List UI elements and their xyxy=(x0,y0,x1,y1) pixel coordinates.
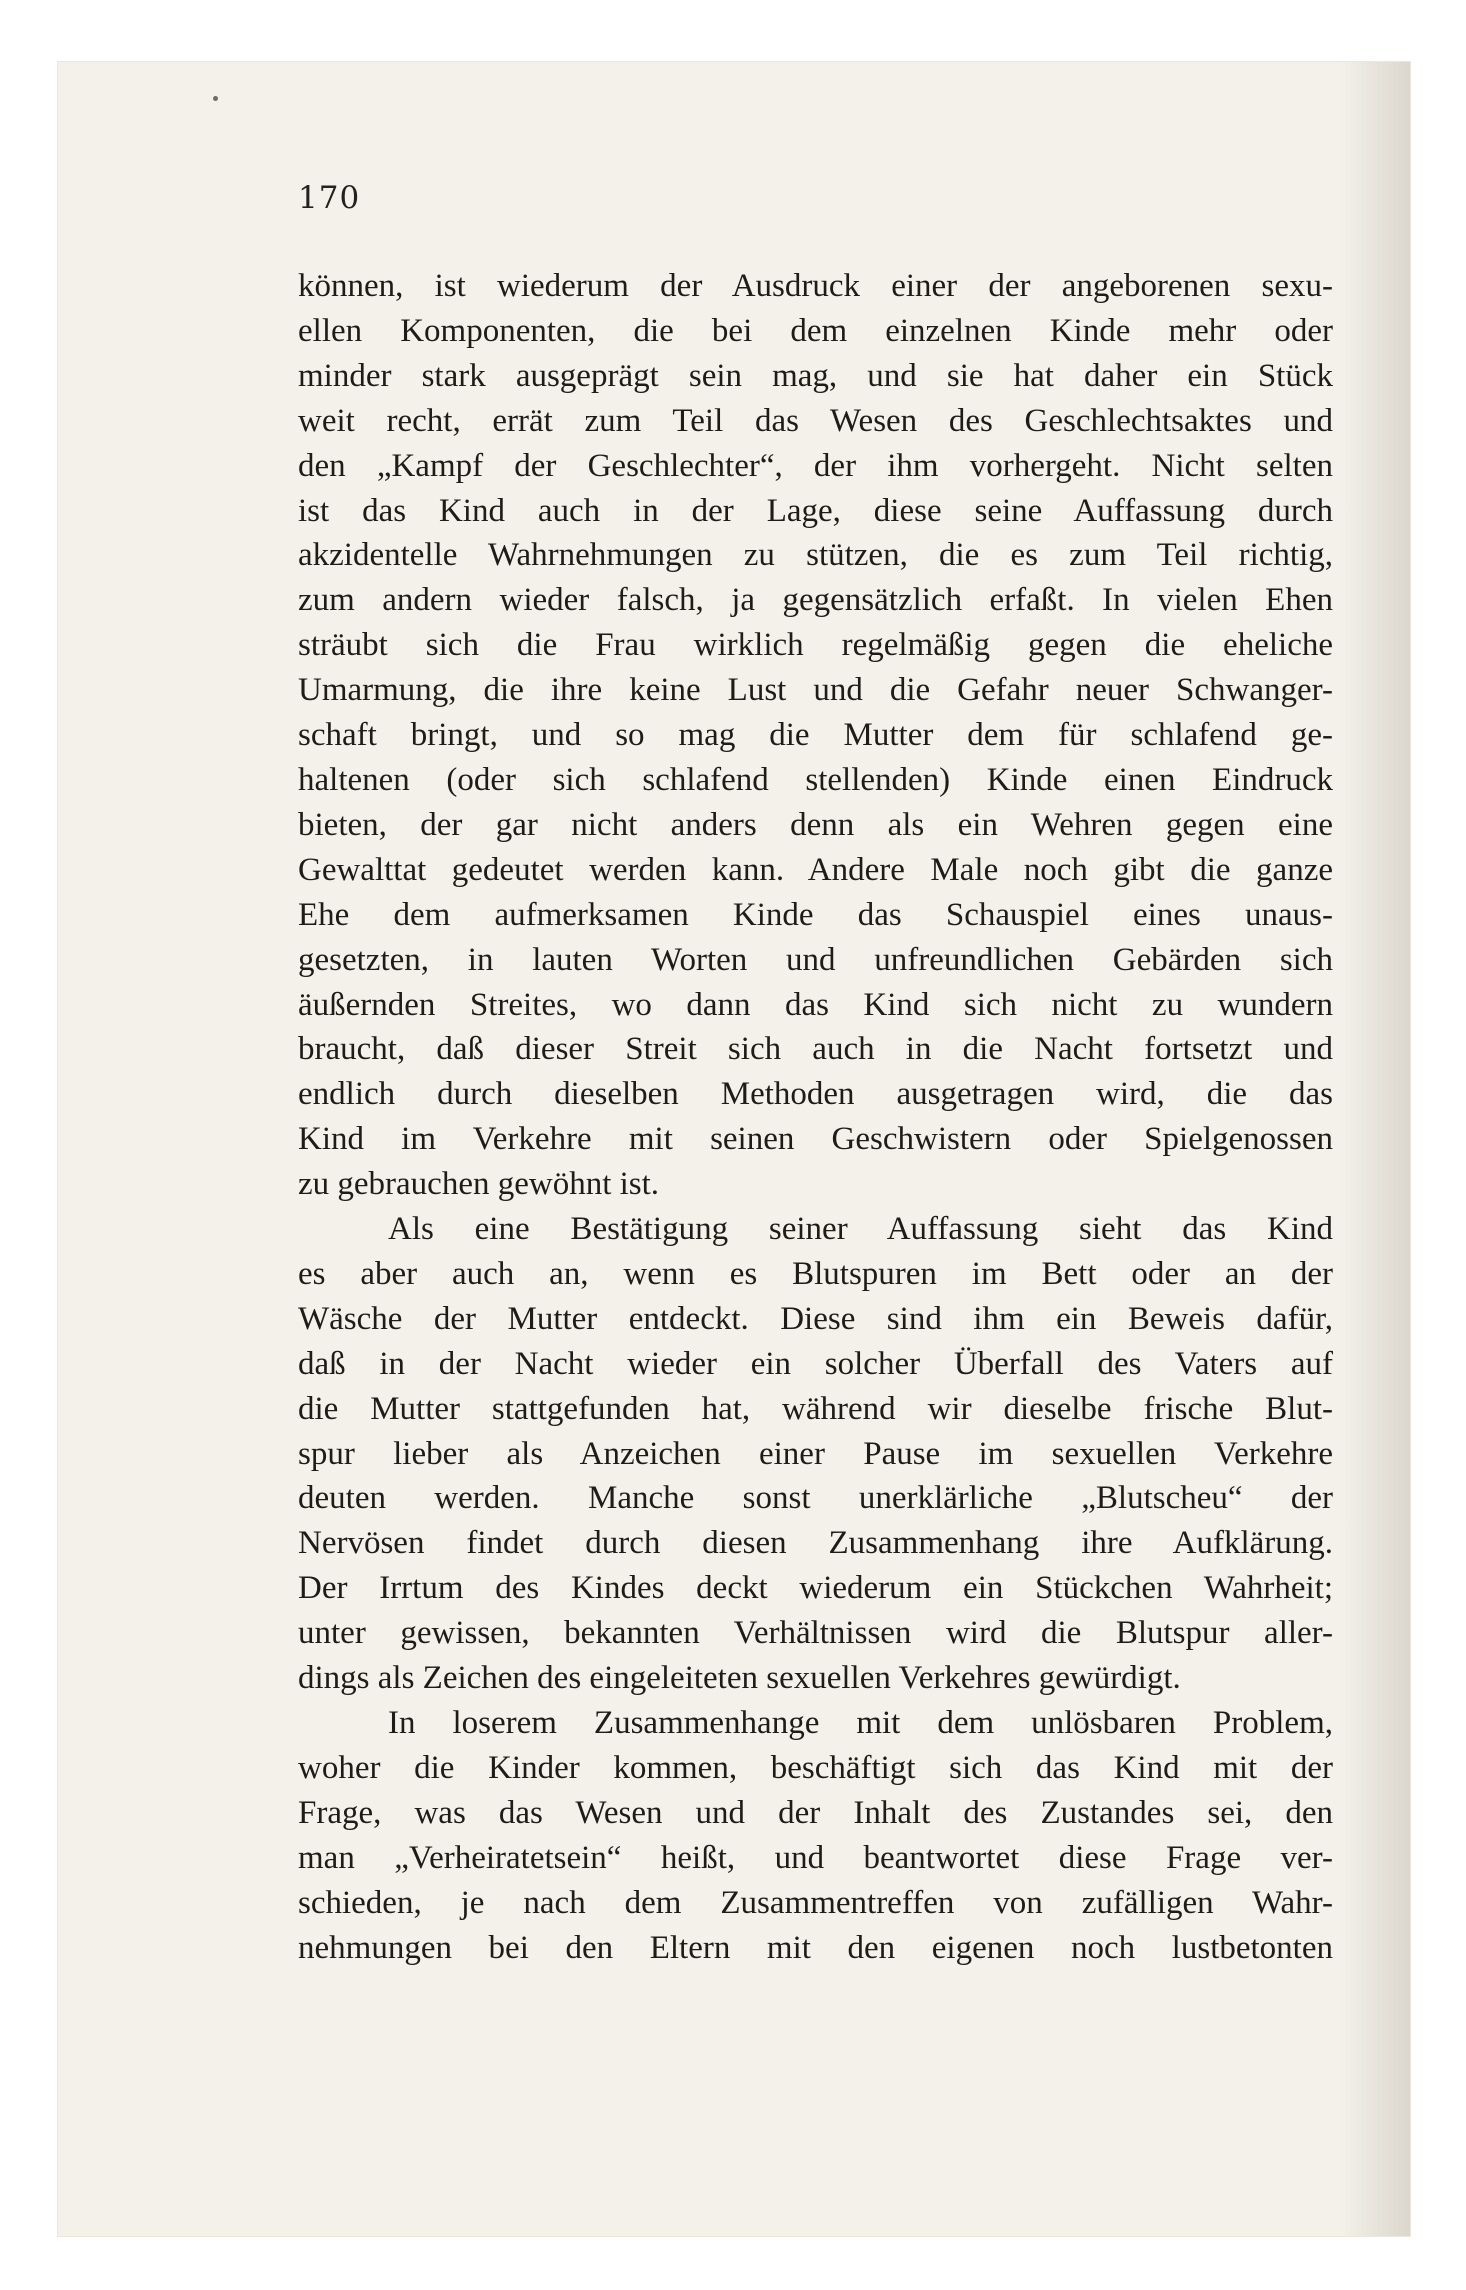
text-line: In loserem Zusammenhange mit dem unlösbaren Problem, xyxy=(388,1705,1333,1741)
text-line: es aber auch an, wenn es Blutspuren im Bett oder an der xyxy=(298,1255,1333,1292)
text-line: braucht, daß dieser Streit sich auch in die Nacht fortsetzt und xyxy=(298,1031,1333,1068)
text-line: können, ist wiederum der Ausdruck einer der angeborenen sexu- xyxy=(298,268,1333,304)
text-line: Wäsche der Mutter entdeckt. Diese sind ihm ein Beweis dafür, xyxy=(298,1300,1333,1337)
text-line: Als eine Bestätigung seiner Auffassung sieht das Kind xyxy=(388,1211,1333,1248)
text-line: dings als Zeichen des eingeleiteten sexuellen Verkehres gewürdigt. xyxy=(298,1660,1181,1697)
page-number: 170 xyxy=(298,180,361,216)
text-line: spur lieber als Anzeichen einer Pause im sexuellen Verkehre xyxy=(298,1435,1333,1472)
text-line: ist das Kind auch in der Lage, diese seine Auffassung durch xyxy=(298,492,1333,529)
text-line: Kind im Verkehre mit seinen Geschwistern oder Spielgenossen xyxy=(298,1121,1333,1158)
body-text xyxy=(298,264,1333,1970)
text-line: endlich durch dieselben Methoden ausgetragen wird, die das xyxy=(298,1076,1333,1113)
text-line: zum andern wieder falsch, ja gegensätzlich erfaßt. In vielen Ehen xyxy=(298,582,1333,619)
text-line: gesetzten, in lauten Worten und unfreundlichen Gebärden sich xyxy=(298,941,1333,978)
text-line: Frage, was das Wesen und der Inhalt des Zustandes sei, den xyxy=(298,1794,1333,1831)
text-line: man „Verheiratetsein“ heißt, und beantwortet diese Frage ver- xyxy=(298,1839,1333,1876)
text-line: Ehe dem aufmerksamen Kinde das Schauspiel eines unaus- xyxy=(298,896,1333,933)
text-line: zu gebrauchen gewöhnt ist. xyxy=(298,1166,660,1203)
text-line: woher die Kinder kommen, beschäftigt sich das Kind mit der xyxy=(298,1749,1333,1786)
text-line: äußernden Streites, wo dann das Kind sich nicht zu wundern xyxy=(298,986,1333,1023)
text-line: bieten, der gar nicht anders denn als ein Wehren gegen eine xyxy=(298,806,1333,843)
text-line: schieden, je nach dem Zusammentreffen von zufälligen Wahr- xyxy=(298,1884,1333,1921)
text-line: haltenen (oder sich schlafend stellenden) Kinde einen Eindruck xyxy=(298,761,1333,798)
text-line: akzidentelle Wahrnehmungen zu stützen, die es zum Teil richtig, xyxy=(298,537,1333,574)
text-line: Nervösen findet durch diesen Zusammenhang ihre Aufklärung. xyxy=(298,1525,1333,1562)
text-line: weit recht, errät zum Teil das Wesen des Geschlechtsaktes und xyxy=(298,402,1333,439)
dust-speck xyxy=(213,96,218,101)
text-line: unter gewissen, bekannten Verhältnissen wird die Blutspur aller- xyxy=(298,1615,1333,1652)
text-line: nehmungen bei den Eltern mit den eigenen noch lustbetonten xyxy=(298,1929,1333,1966)
text-line: Gewalttat gedeutet werden kann. Andere Male noch gibt die ganze xyxy=(298,851,1333,888)
text-line: Umarmung, die ihre keine Lust und die Gefahr neuer Schwanger- xyxy=(298,672,1333,709)
text-line: ellen Komponenten, die bei dem einzelnen Kinde mehr oder xyxy=(298,312,1333,349)
text-line: deuten werden. Manche sonst unerklärliche „Blutscheu“ der xyxy=(298,1480,1333,1517)
text-line: minder stark ausgeprägt sein mag, und sie hat daher ein Stück xyxy=(298,357,1333,394)
text-line: sträubt sich die Frau wirklich regelmäßig gegen die eheliche xyxy=(298,627,1333,664)
text-line: Der Irrtum des Kindes deckt wiederum ein Stückchen Wahrheit; xyxy=(298,1570,1333,1607)
text-line: die Mutter stattgefunden hat, während wir dieselbe frische Blut- xyxy=(298,1390,1333,1427)
text-line: den „Kampf der Geschlechter“, der ihm vorhergeht. Nicht selten xyxy=(298,447,1333,484)
text-line: daß in der Nacht wieder ein solcher Überfall des Vaters auf xyxy=(298,1345,1333,1382)
text-line: schaft bringt, und so mag die Mutter dem für schlafend ge- xyxy=(298,717,1333,754)
